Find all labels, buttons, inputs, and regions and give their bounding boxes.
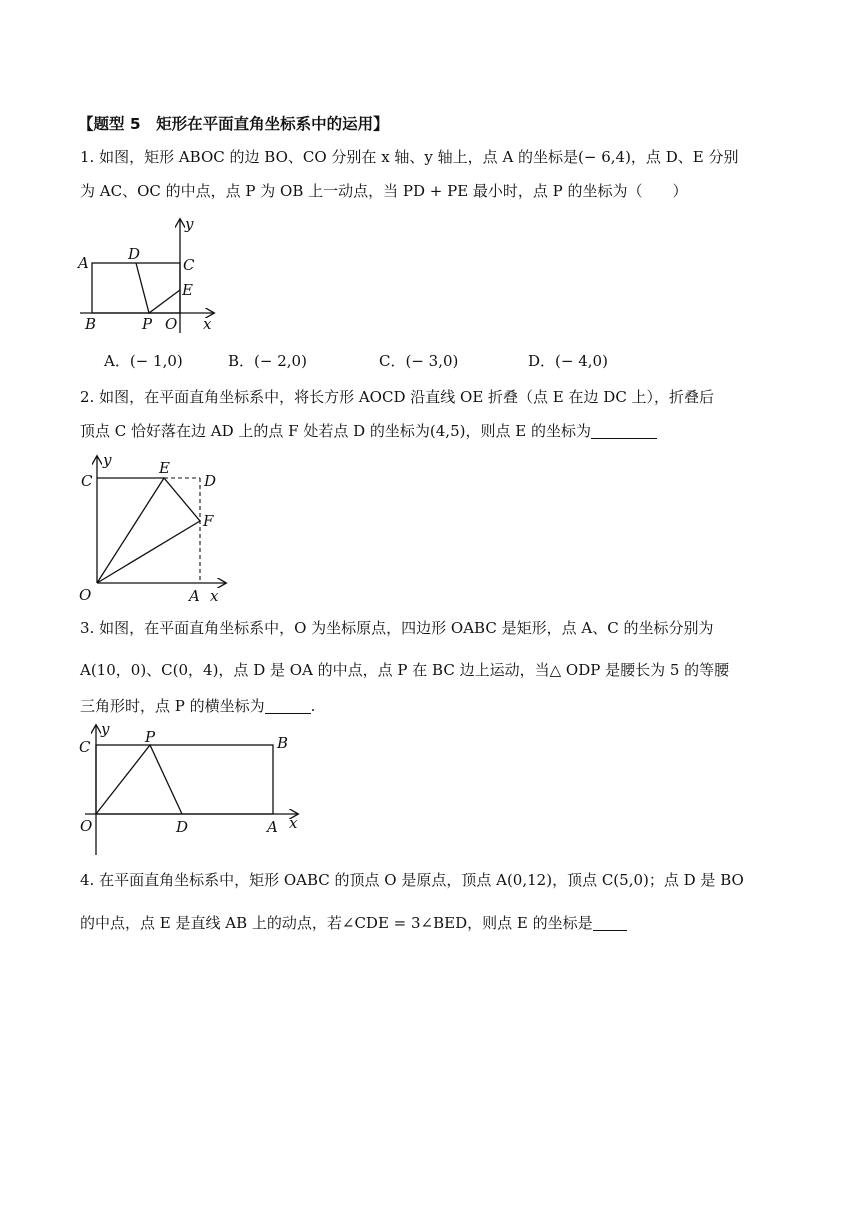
- section-heading: 【题型 5 矩形在平面直角坐标系中的运用】: [78, 115, 389, 133]
- q1-label-o: O: [165, 315, 178, 333]
- q1-figure: [75, 215, 225, 335]
- q2-figure: [75, 451, 235, 605]
- q1-label-a: A: [78, 254, 89, 272]
- q1-label-x: x: [203, 315, 212, 333]
- q3-line-1: 3. 如图，在平面直角坐标系中，O 为坐标原点，四边形 OABC 是矩形，点 A、C 的坐标分别为: [80, 619, 714, 637]
- q1-rectangle: [92, 263, 180, 313]
- q3-label-x: x: [289, 814, 298, 832]
- q2-label-e: E: [159, 459, 170, 477]
- q1-label-b: B: [85, 315, 97, 333]
- q3-line-3-end: .: [310, 697, 316, 715]
- q3-label-y: y: [101, 720, 110, 738]
- q1-label-p: P: [142, 315, 153, 333]
- q3-triangle-odp: [96, 745, 182, 814]
- q1-option-d[interactable]: D．(− 4,0): [528, 352, 608, 370]
- q2-label-y: y: [103, 451, 112, 469]
- q1-label-e: E: [182, 281, 193, 299]
- q3-label-a: A: [267, 818, 278, 836]
- q4-line-2: [80, 906, 792, 940]
- q1-label-d: D: [128, 245, 141, 263]
- q1-option-a[interactable]: A．(− 1,0): [104, 352, 183, 370]
- q3-answer-blank[interactable]: [265, 697, 311, 714]
- q1-line-2: 为 AC、OC 的中点，点 P 为 OB 上一动点，当 PD + PE 最小时，点 P 的坐标为（ ）: [80, 182, 688, 200]
- q2-fold-triangle: [97, 478, 200, 583]
- q2-label-o: O: [79, 586, 92, 604]
- q3-label-p: P: [145, 728, 156, 746]
- q1-label-y: y: [185, 215, 194, 233]
- q2-line-2-text: 顶点 C 恰好落在边 AD 上的点 F 处若点 D 的坐标为(4,5)，则点 E 的坐标为: [80, 422, 591, 440]
- q3-label-c: C: [79, 738, 91, 756]
- q4-line-1: 4. 在平面直角坐标系中，矩形 OABC 的顶点 O 是原点，顶点 A(0,12)，顶点 C(5,0)；点 D 是 BO: [80, 871, 744, 889]
- q1-label-c: C: [183, 256, 195, 274]
- q4-line-2-text: 的中点，点 E 是直线 AB 上的动点，若∠CDE = 3∠BED，则点 E 的坐标是: [80, 914, 593, 932]
- q2-label-c: C: [81, 472, 93, 490]
- q2-answer-blank[interactable]: [591, 422, 657, 439]
- q3-line-3: [80, 689, 792, 723]
- q1-option-c[interactable]: C．(− 3,0): [379, 352, 459, 370]
- q3-label-o: O: [80, 817, 93, 835]
- q1-path-dpe: [136, 263, 180, 313]
- q2-label-a: A: [189, 587, 200, 605]
- q3-line-3-text: 三角形时，点 P 的横坐标为: [80, 697, 265, 715]
- q2-label-x: x: [210, 587, 219, 605]
- q3-label-d: D: [176, 818, 189, 836]
- q3-line-2: A(10，0)、C(0，4)，点 D 是 OA 的中点，点 P 在 BC 边上运动，当△ ODP 是腰长为 5 的等腰: [80, 661, 730, 679]
- q4-answer-blank[interactable]: [593, 914, 627, 931]
- q1-line-1: 1. 如图，矩形 ABOC 的边 BO、CO 分别在 x 轴、y 轴上，点 A 的坐标是(− 6,4)，点 D、E 分别: [80, 148, 739, 166]
- q3-label-b: B: [277, 734, 289, 752]
- q2-label-f: F: [203, 512, 214, 530]
- q2-line-2: [80, 414, 792, 448]
- q2-label-d: D: [204, 472, 217, 490]
- q3-figure: [75, 722, 305, 857]
- q1-option-b[interactable]: B．(− 2,0): [228, 352, 307, 370]
- q2-line-1: 2. 如图，在平面直角坐标系中，将长方形 AOCD 沿直线 OE 折叠（点 E 在边 DC 上），折叠后: [80, 388, 715, 406]
